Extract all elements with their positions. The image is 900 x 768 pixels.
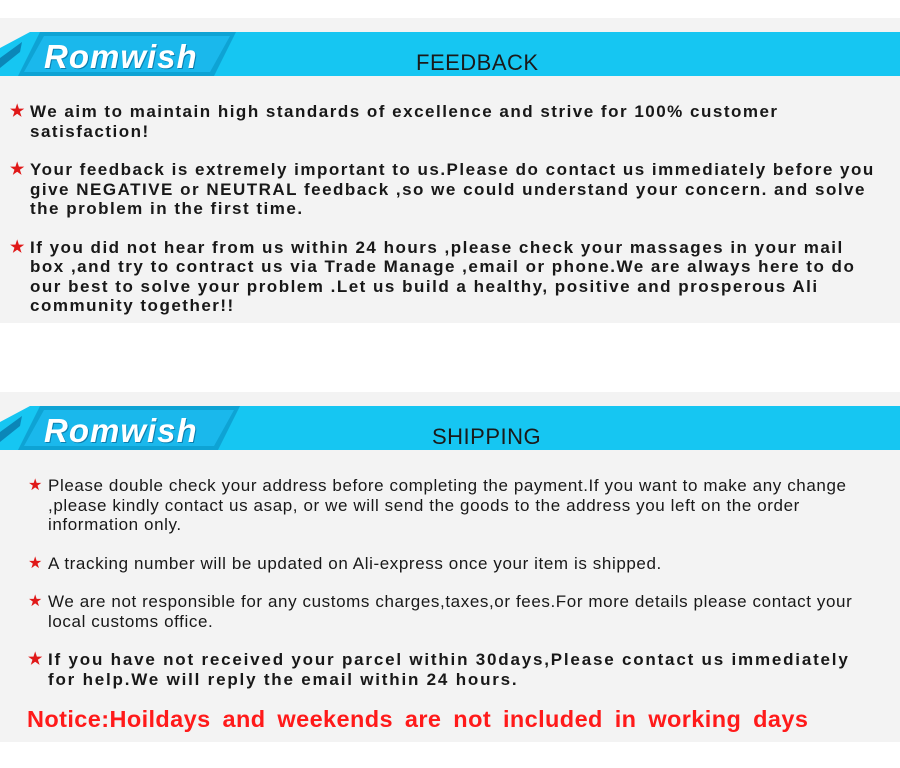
list-item [10, 102, 880, 141]
star-icon: ★ [28, 651, 45, 668]
item-text: If you did not hear from us within 24 hours ,please check your massages in your mail box ,and try to contract us via Trade Manage ,email or phone.We are always here to do our best to solve your problem .Let us build a healthy, positive and prosperous Ali community together!! [30, 237, 856, 315]
feedback-list [10, 102, 880, 335]
item-text: We are not responsible for any customs charges,taxes,or fees.For more details please contact your local customs office. [48, 592, 853, 631]
section-title: FEEDBACK [416, 50, 539, 75]
item-text: Please double check your address before completing the payment.If you want to make any change ,please kindly contact us asap, or we will send the goods to the address you left on the order information only. [48, 476, 847, 534]
list-item [28, 650, 878, 689]
list-item [10, 238, 880, 316]
list-item [28, 592, 878, 631]
shipping-list [28, 476, 878, 708]
star-icon: ★ [10, 238, 26, 256]
item-text: A tracking number will be updated on Ali-express once your item is shipped. [48, 553, 662, 573]
feedback-section [0, 18, 900, 323]
shipping-banner [0, 402, 900, 458]
section-title: SHIPPING [432, 424, 542, 449]
item-text: We aim to maintain high standards of excellence and strive for 100% customer satisfaction! [30, 102, 779, 141]
brand-logo-text: Romwish [44, 38, 198, 75]
star-icon: ★ [10, 103, 26, 120]
star-icon: ★ [28, 593, 43, 610]
item-text: If you have not received your parcel within 30days,Please contact us immediately for help.We will reply the email within 24 hours. [48, 650, 850, 689]
notice-text: Notice:Hoildays and weekends are not included in working days [27, 706, 809, 732]
star-icon: ★ [28, 477, 43, 494]
list-item [10, 160, 880, 219]
item-text: Your feedback is extremely important to us.Please do contact us immediately before you give NEGATIVE or NEUTRAL feedback ,so we could understand your concern. and solve the problem in the first time. [30, 160, 875, 218]
list-item [28, 554, 878, 574]
star-icon: ★ [28, 554, 43, 572]
list-item [28, 476, 878, 535]
brand-logo-text: Romwish [44, 412, 198, 449]
star-icon: ★ [10, 161, 26, 178]
shipping-section [0, 392, 900, 742]
feedback-banner [0, 28, 900, 84]
